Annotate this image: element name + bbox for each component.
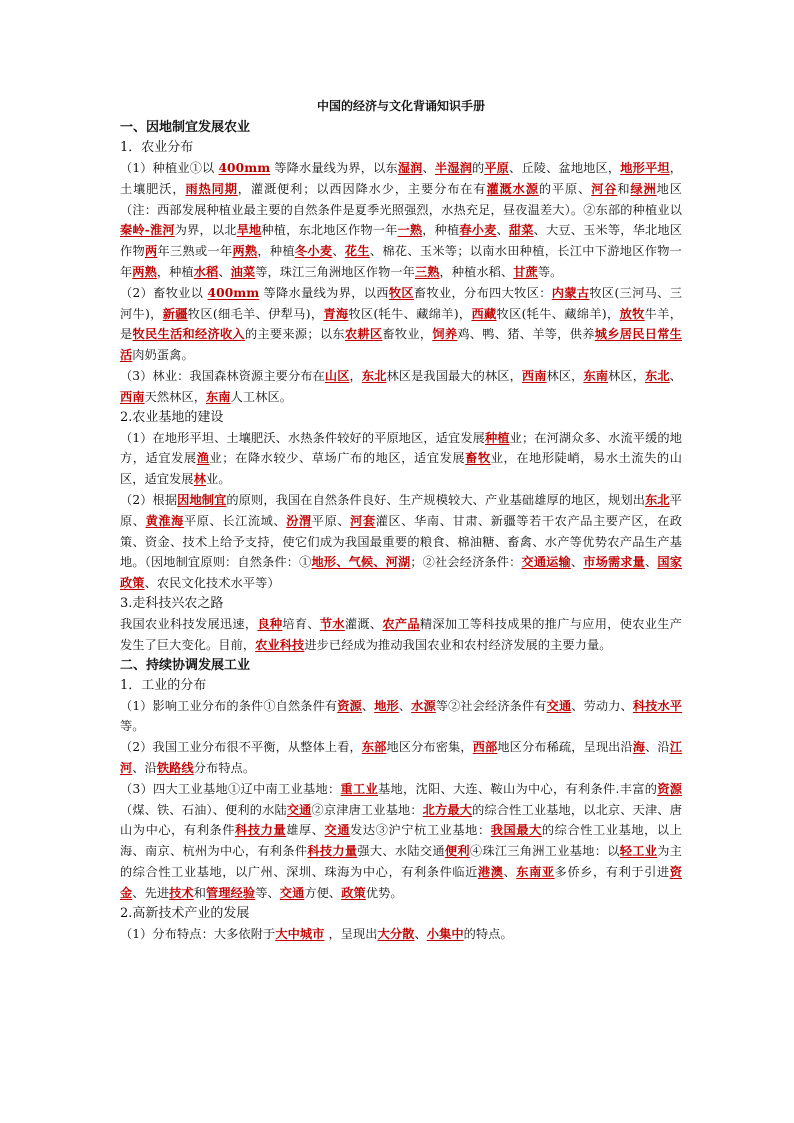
text-run: 、先进 bbox=[132, 885, 170, 900]
text-run: 牧区(细毛羊、伊犁马)， bbox=[187, 306, 324, 321]
text-run: ，种植 bbox=[257, 244, 295, 259]
text-run: 年三熟或一年 bbox=[157, 244, 233, 259]
text-run: 、 bbox=[570, 555, 584, 570]
paragraph bbox=[120, 283, 682, 366]
text-run: 和 bbox=[193, 885, 207, 900]
highlighted-term: 雨热同期 bbox=[185, 181, 238, 196]
highlighted-term: 放牧 bbox=[619, 306, 645, 321]
text-run: ，种植 bbox=[422, 223, 460, 238]
highlighted-term: 东南 bbox=[583, 368, 609, 383]
highlighted-term: 冬小麦 bbox=[294, 244, 333, 259]
text-run: 我国农业科技发展迅速， bbox=[120, 616, 258, 631]
paragraph bbox=[120, 158, 682, 283]
text-run: 的 bbox=[471, 161, 485, 175]
text-run: 的综合性工业基地，以上海、南京、杭州为中心，有利条件 bbox=[120, 823, 683, 859]
highlighted-term: 我国最大 bbox=[490, 823, 542, 838]
section-heading bbox=[120, 118, 682, 138]
subsection-heading bbox=[120, 904, 682, 924]
highlighted-term: 节水 bbox=[319, 616, 345, 631]
highlighted-term: 油菜 bbox=[230, 264, 256, 279]
highlighted-term: 渔 bbox=[196, 451, 210, 466]
text-run: 业。 bbox=[206, 472, 231, 487]
text-run: 、 bbox=[414, 926, 427, 941]
text-run: 林区， bbox=[546, 368, 584, 383]
text-run: 林区， bbox=[608, 368, 646, 383]
highlighted-term: 东北 bbox=[645, 368, 670, 383]
text-run: 强大、水陆交通 bbox=[357, 844, 445, 859]
text-run: 灌区、华南、甘肃、新疆等若干农产品主要产区，在政策、资金、技术上给予支持，使它们成为我国最重要的粮食、棉油糖、畜禽、水产等优势农产品生产基地。（因地制宜原则：自然条件：① bbox=[120, 513, 683, 570]
text-run: 、农民文化技术水平等） bbox=[144, 576, 280, 591]
text-run: 地区（注：西部发展种植业最主要的自然条件是夏季光照强烈，水热充足，昼夜温差大）。②东部的种植业以 bbox=[120, 181, 683, 217]
highlighted-term: 轻工业 bbox=[619, 844, 658, 859]
text-run: 1．农业分布 bbox=[120, 140, 194, 155]
text-run: 的主要来源；以东 bbox=[244, 327, 345, 342]
text-run: （1）种植业①以 bbox=[120, 161, 219, 175]
text-run: （2）我国工业分布很不平衡，从整体上看， bbox=[120, 740, 362, 755]
highlighted-term: 旱地 bbox=[236, 223, 262, 238]
text-run: 、 bbox=[496, 223, 509, 238]
text-run: 牧区(牦牛、藏绵羊)， bbox=[348, 306, 472, 321]
highlighted-term: 港澳 bbox=[477, 864, 504, 879]
text-run: 多侨乡，有利于引进 bbox=[554, 864, 670, 879]
text-run: ，种植 bbox=[156, 264, 194, 279]
text-run: 精深加工等科技成果的推广与应用，使农业生产发生了巨大变化。目前， bbox=[120, 616, 682, 652]
highlighted-term: 两 bbox=[144, 244, 158, 259]
paragraph bbox=[120, 737, 682, 779]
highlighted-term: 农业科技 bbox=[255, 637, 305, 652]
highlighted-term: 东南亚 bbox=[516, 864, 555, 879]
highlighted-term: 管理经验 bbox=[206, 885, 256, 900]
text-run: 、沿 bbox=[132, 760, 157, 775]
text-run: （1）影响工业分布的条件①自然条件有 bbox=[120, 698, 338, 713]
highlighted-term: 海 bbox=[632, 740, 646, 755]
highlighted-term: 水稻 bbox=[193, 264, 219, 279]
text-run: （1）在地形平坦、土壤肥沃、水热条件较好的平原地区，适宜发展 bbox=[120, 430, 485, 445]
text-run: 、 bbox=[669, 368, 682, 383]
paragraph bbox=[120, 924, 682, 945]
highlighted-term: 小集中 bbox=[426, 926, 464, 941]
text-run: 业；在河湖众多、水流平缓的地方，适宜发展 bbox=[120, 430, 682, 466]
paragraph bbox=[120, 614, 682, 656]
highlighted-term: 新疆 bbox=[162, 306, 188, 321]
highlighted-term: 灌溉水源 bbox=[486, 181, 539, 196]
text-run: 地区分布稀疏，呈现出沿 bbox=[497, 740, 633, 755]
text-run: 的特点。 bbox=[463, 926, 513, 941]
text-run: 、 bbox=[332, 244, 345, 259]
text-run: 灌溉、 bbox=[344, 616, 383, 631]
text-run: 地区分布密集， bbox=[386, 740, 473, 755]
text-run: （3）林业：我国森林资源主要分布在 bbox=[120, 368, 325, 383]
text-run: 和 bbox=[617, 181, 631, 196]
text-run: 畜牧业，分布四大牧区： bbox=[413, 285, 552, 300]
text-run: 基地，沈阳、大连、鞍山为中心，有利条件.丰富的 bbox=[378, 781, 658, 796]
highlighted-term: 两熟 bbox=[232, 244, 258, 259]
text-run: 等。 bbox=[120, 719, 145, 734]
highlighted-term: 交通 bbox=[546, 698, 572, 713]
highlighted-term: 种植 bbox=[484, 430, 510, 445]
highlighted-term: 良种 bbox=[257, 616, 283, 631]
highlighted-term: 铁路线 bbox=[156, 760, 194, 775]
text-run: 1．工业的分布 bbox=[120, 677, 207, 693]
text-run: ，呈现出 bbox=[324, 926, 378, 941]
highlighted-term: 江河 bbox=[120, 740, 683, 775]
text-run: 进步已经成为推动我国农业和农村经济发展的主要力量。 bbox=[304, 637, 612, 652]
text-run: 、棉花、玉米等；以南水田种植，长江中下游地区作物一年 bbox=[120, 244, 682, 279]
text-run: 的平原、 bbox=[538, 181, 592, 196]
section-heading bbox=[120, 656, 682, 676]
text-run: 业，在地形陡峭，易水土流失的山区，适宜发展 bbox=[120, 451, 683, 487]
highlighted-term: 西南 bbox=[120, 389, 145, 404]
text-run: 业；在降水较少、草场广布的地区，适宜发展 bbox=[209, 451, 466, 466]
highlighted-term: 交通 bbox=[279, 885, 305, 900]
highlighted-term: 东北 bbox=[645, 492, 670, 507]
text-run: 3.走科技兴农之路 bbox=[120, 595, 224, 611]
highlighted-term: 大分散 bbox=[377, 926, 415, 941]
highlighted-term: 资源 bbox=[657, 781, 682, 796]
highlighted-term: 大中城市 bbox=[275, 926, 325, 941]
highlighted-term: 资金 bbox=[120, 864, 682, 900]
text-run: 等。 bbox=[537, 264, 563, 279]
paragraph bbox=[120, 779, 682, 904]
highlighted-term: 内蒙古 bbox=[551, 285, 590, 300]
text-run: 肉奶蛋禽。 bbox=[132, 348, 194, 363]
text-run: 平原、 bbox=[120, 492, 683, 528]
text-run: 2.高新技术产业的发展 bbox=[120, 905, 250, 921]
text-run: 、 bbox=[422, 161, 435, 175]
highlighted-term: 东南 bbox=[206, 389, 231, 404]
highlighted-term: 两熟 bbox=[132, 264, 157, 279]
highlighted-term: 一熟 bbox=[397, 223, 423, 238]
text-run: 、 bbox=[503, 864, 517, 879]
text-run: 雄厚、 bbox=[286, 823, 325, 838]
highlighted-term: 市场需求量 bbox=[583, 555, 646, 570]
highlighted-term: 花生 bbox=[344, 244, 370, 259]
highlighted-term: 政策 bbox=[341, 885, 366, 900]
highlighted-term: 交通运输 bbox=[521, 555, 571, 570]
highlighted-term: 河谷 bbox=[591, 181, 618, 196]
highlighted-term: 西南 bbox=[521, 368, 547, 383]
highlighted-term: 城乡居民日常生活 bbox=[120, 327, 682, 363]
highlighted-term: 北方最大 bbox=[422, 802, 473, 817]
highlighted-term: 地形、气候、河湖 bbox=[311, 555, 411, 570]
highlighted-term: 科技力量 bbox=[235, 823, 287, 838]
text-run: 牧区(三河马、三河牛)， bbox=[120, 285, 682, 321]
text-run: 等降水量线为界，以东 bbox=[270, 161, 398, 175]
paragraph bbox=[120, 428, 682, 490]
text-run: 牛羊，是 bbox=[120, 306, 683, 342]
text-run: 方便、 bbox=[304, 885, 342, 900]
highlighted-term: 黄淮海 bbox=[145, 513, 184, 528]
highlighted-term: 甘蔗 bbox=[513, 264, 538, 279]
text-run: 平原、 bbox=[311, 513, 351, 528]
text-run: 、丘陵、盆地地区， bbox=[509, 161, 621, 175]
text-run: 2.农业基地的建设 bbox=[120, 409, 224, 425]
highlighted-term: 地形 bbox=[374, 698, 399, 713]
text-run: ，土壤肥沃， bbox=[120, 161, 682, 196]
highlighted-term: 东部 bbox=[361, 740, 387, 755]
text-run: 、 bbox=[361, 698, 375, 713]
text-run: （煤、铁、石油）、便利的水陆 bbox=[120, 802, 287, 817]
highlighted-term: 便利 bbox=[444, 844, 470, 859]
highlighted-term: 绿洲 bbox=[630, 181, 657, 196]
text-run: 人工林区。 bbox=[230, 389, 293, 404]
highlighted-term: 河套 bbox=[350, 513, 376, 528]
text-run: 、 bbox=[218, 264, 231, 279]
highlighted-term: 青海 bbox=[323, 306, 349, 321]
text-run: ，灌溉便利；以西因降水少，主要分布在有 bbox=[237, 181, 487, 196]
text-run: 发达③沪宁杭工业基地： bbox=[350, 823, 491, 838]
highlighted-term: 牧民生活和经济收入 bbox=[132, 327, 245, 342]
text-run: ，种植水稻、 bbox=[439, 264, 514, 279]
text-run: 等、 bbox=[255, 885, 280, 900]
text-run: 天然林区， bbox=[144, 389, 207, 404]
highlighted-term: 农产品 bbox=[382, 616, 420, 631]
highlighted-term: 400mm bbox=[207, 285, 260, 300]
highlighted-term: 交通 bbox=[286, 802, 312, 817]
text-run: 、 bbox=[398, 698, 412, 713]
text-run: （2）根据 bbox=[120, 492, 178, 507]
text-run: 、大豆、玉米等，华北地区作物 bbox=[120, 223, 682, 259]
text-run: 等，珠江三角洲地区作物一年 bbox=[255, 264, 415, 279]
text-run: 、沿 bbox=[645, 740, 670, 755]
highlighted-term: 山区 bbox=[324, 368, 350, 383]
text-run: 的原则，我国在自然条件良好、生产规模较大、产业基础雄厚的地区，规划出 bbox=[226, 492, 646, 507]
text-run: 牧区(牦牛、藏绵羊)， bbox=[496, 306, 620, 321]
paragraph bbox=[120, 490, 682, 594]
highlighted-term: 三熟 bbox=[414, 264, 440, 279]
text-run: 鸡、鸭、猪、羊等，供养 bbox=[457, 327, 595, 342]
text-run: 等②社会经济条件有 bbox=[435, 698, 547, 713]
highlighted-term: 技术 bbox=[169, 885, 194, 900]
highlighted-term: 平原 bbox=[484, 161, 510, 175]
subsection-heading bbox=[120, 676, 682, 696]
highlighted-term: 西部 bbox=[472, 740, 498, 755]
highlighted-term: 半湿润 bbox=[434, 161, 472, 175]
highlighted-term: 国家政策 bbox=[120, 555, 683, 591]
highlighted-term: 汾渭 bbox=[286, 513, 312, 528]
text-run: ④珠江三角洲工业基地：以 bbox=[469, 844, 620, 859]
text-run: 优势。 bbox=[365, 885, 403, 900]
text-run: （2）畜牧业以 bbox=[120, 285, 208, 300]
highlighted-term: 畜牧 bbox=[465, 451, 491, 466]
subsection-heading bbox=[120, 138, 682, 158]
text-run: 二、持续协调发展工业 bbox=[120, 657, 251, 673]
text-run: 的综合性工业基地，以北京、天津、唐山为中心，有利条件 bbox=[120, 802, 682, 838]
text-run: ②京津唐工业基地： bbox=[311, 802, 423, 817]
document-body bbox=[120, 118, 682, 944]
text-run: 为界，以北 bbox=[174, 223, 237, 238]
text-run: 种植，东北地区作物一年 bbox=[261, 223, 398, 238]
text-run: 一、因地制宜发展农业 bbox=[120, 120, 251, 135]
highlighted-term: 东北 bbox=[361, 368, 387, 383]
text-run: 为主的综合性工业基地，以广州、深圳、珠海为中心，有利条件临近 bbox=[120, 844, 683, 879]
text-run: 林区是我国最大的林区， bbox=[386, 368, 522, 383]
subsection-heading bbox=[120, 408, 682, 428]
highlighted-term: 湿润 bbox=[397, 161, 423, 175]
text-run: ；②社会经济条件： bbox=[410, 555, 522, 570]
highlighted-term: 西藏 bbox=[471, 306, 497, 321]
highlighted-term: 牧区 bbox=[388, 285, 414, 300]
document-title: 中国的经济与文化背诵知识手册 bbox=[316, 99, 485, 113]
paragraph bbox=[120, 366, 682, 408]
text-run: 分布特点。 bbox=[193, 760, 256, 775]
highlighted-term: 饲养 bbox=[432, 327, 458, 342]
text-run: 、劳动力、 bbox=[571, 698, 633, 713]
text-run: 平原、长江流域、 bbox=[183, 513, 287, 528]
highlighted-term: 秦岭-淮河 bbox=[120, 223, 175, 238]
paragraph bbox=[120, 696, 682, 738]
highlighted-term: 春小麦 bbox=[459, 223, 497, 238]
text-run: ， bbox=[349, 368, 362, 383]
highlighted-term: 甜菜 bbox=[508, 223, 534, 238]
subsection-heading bbox=[120, 594, 682, 614]
text-run: 等降水量线为界，以西 bbox=[259, 285, 389, 300]
text-run: 培育、 bbox=[282, 616, 320, 631]
highlighted-term: 科技水平 bbox=[632, 698, 683, 713]
text-run: （3）四大工业基地①辽中南工业基地： bbox=[120, 781, 341, 796]
text-run: （1）分布特点：大多依附于 bbox=[120, 926, 276, 941]
highlighted-term: 交通 bbox=[324, 823, 351, 838]
highlighted-term: 因地制宜 bbox=[177, 492, 227, 507]
highlighted-term: 400mm bbox=[218, 161, 271, 175]
highlighted-term: 资源 bbox=[337, 698, 362, 713]
text-run: 畜牧业， bbox=[382, 327, 433, 342]
highlighted-term: 重工业 bbox=[340, 781, 379, 796]
highlighted-term: 科技力量 bbox=[307, 844, 358, 859]
text-run: 、 bbox=[645, 555, 658, 570]
highlighted-term: 地形平坦 bbox=[620, 161, 670, 175]
highlighted-term: 水源 bbox=[411, 698, 436, 713]
highlighted-term: 林 bbox=[193, 472, 207, 487]
highlighted-term: 农耕区 bbox=[344, 327, 383, 342]
